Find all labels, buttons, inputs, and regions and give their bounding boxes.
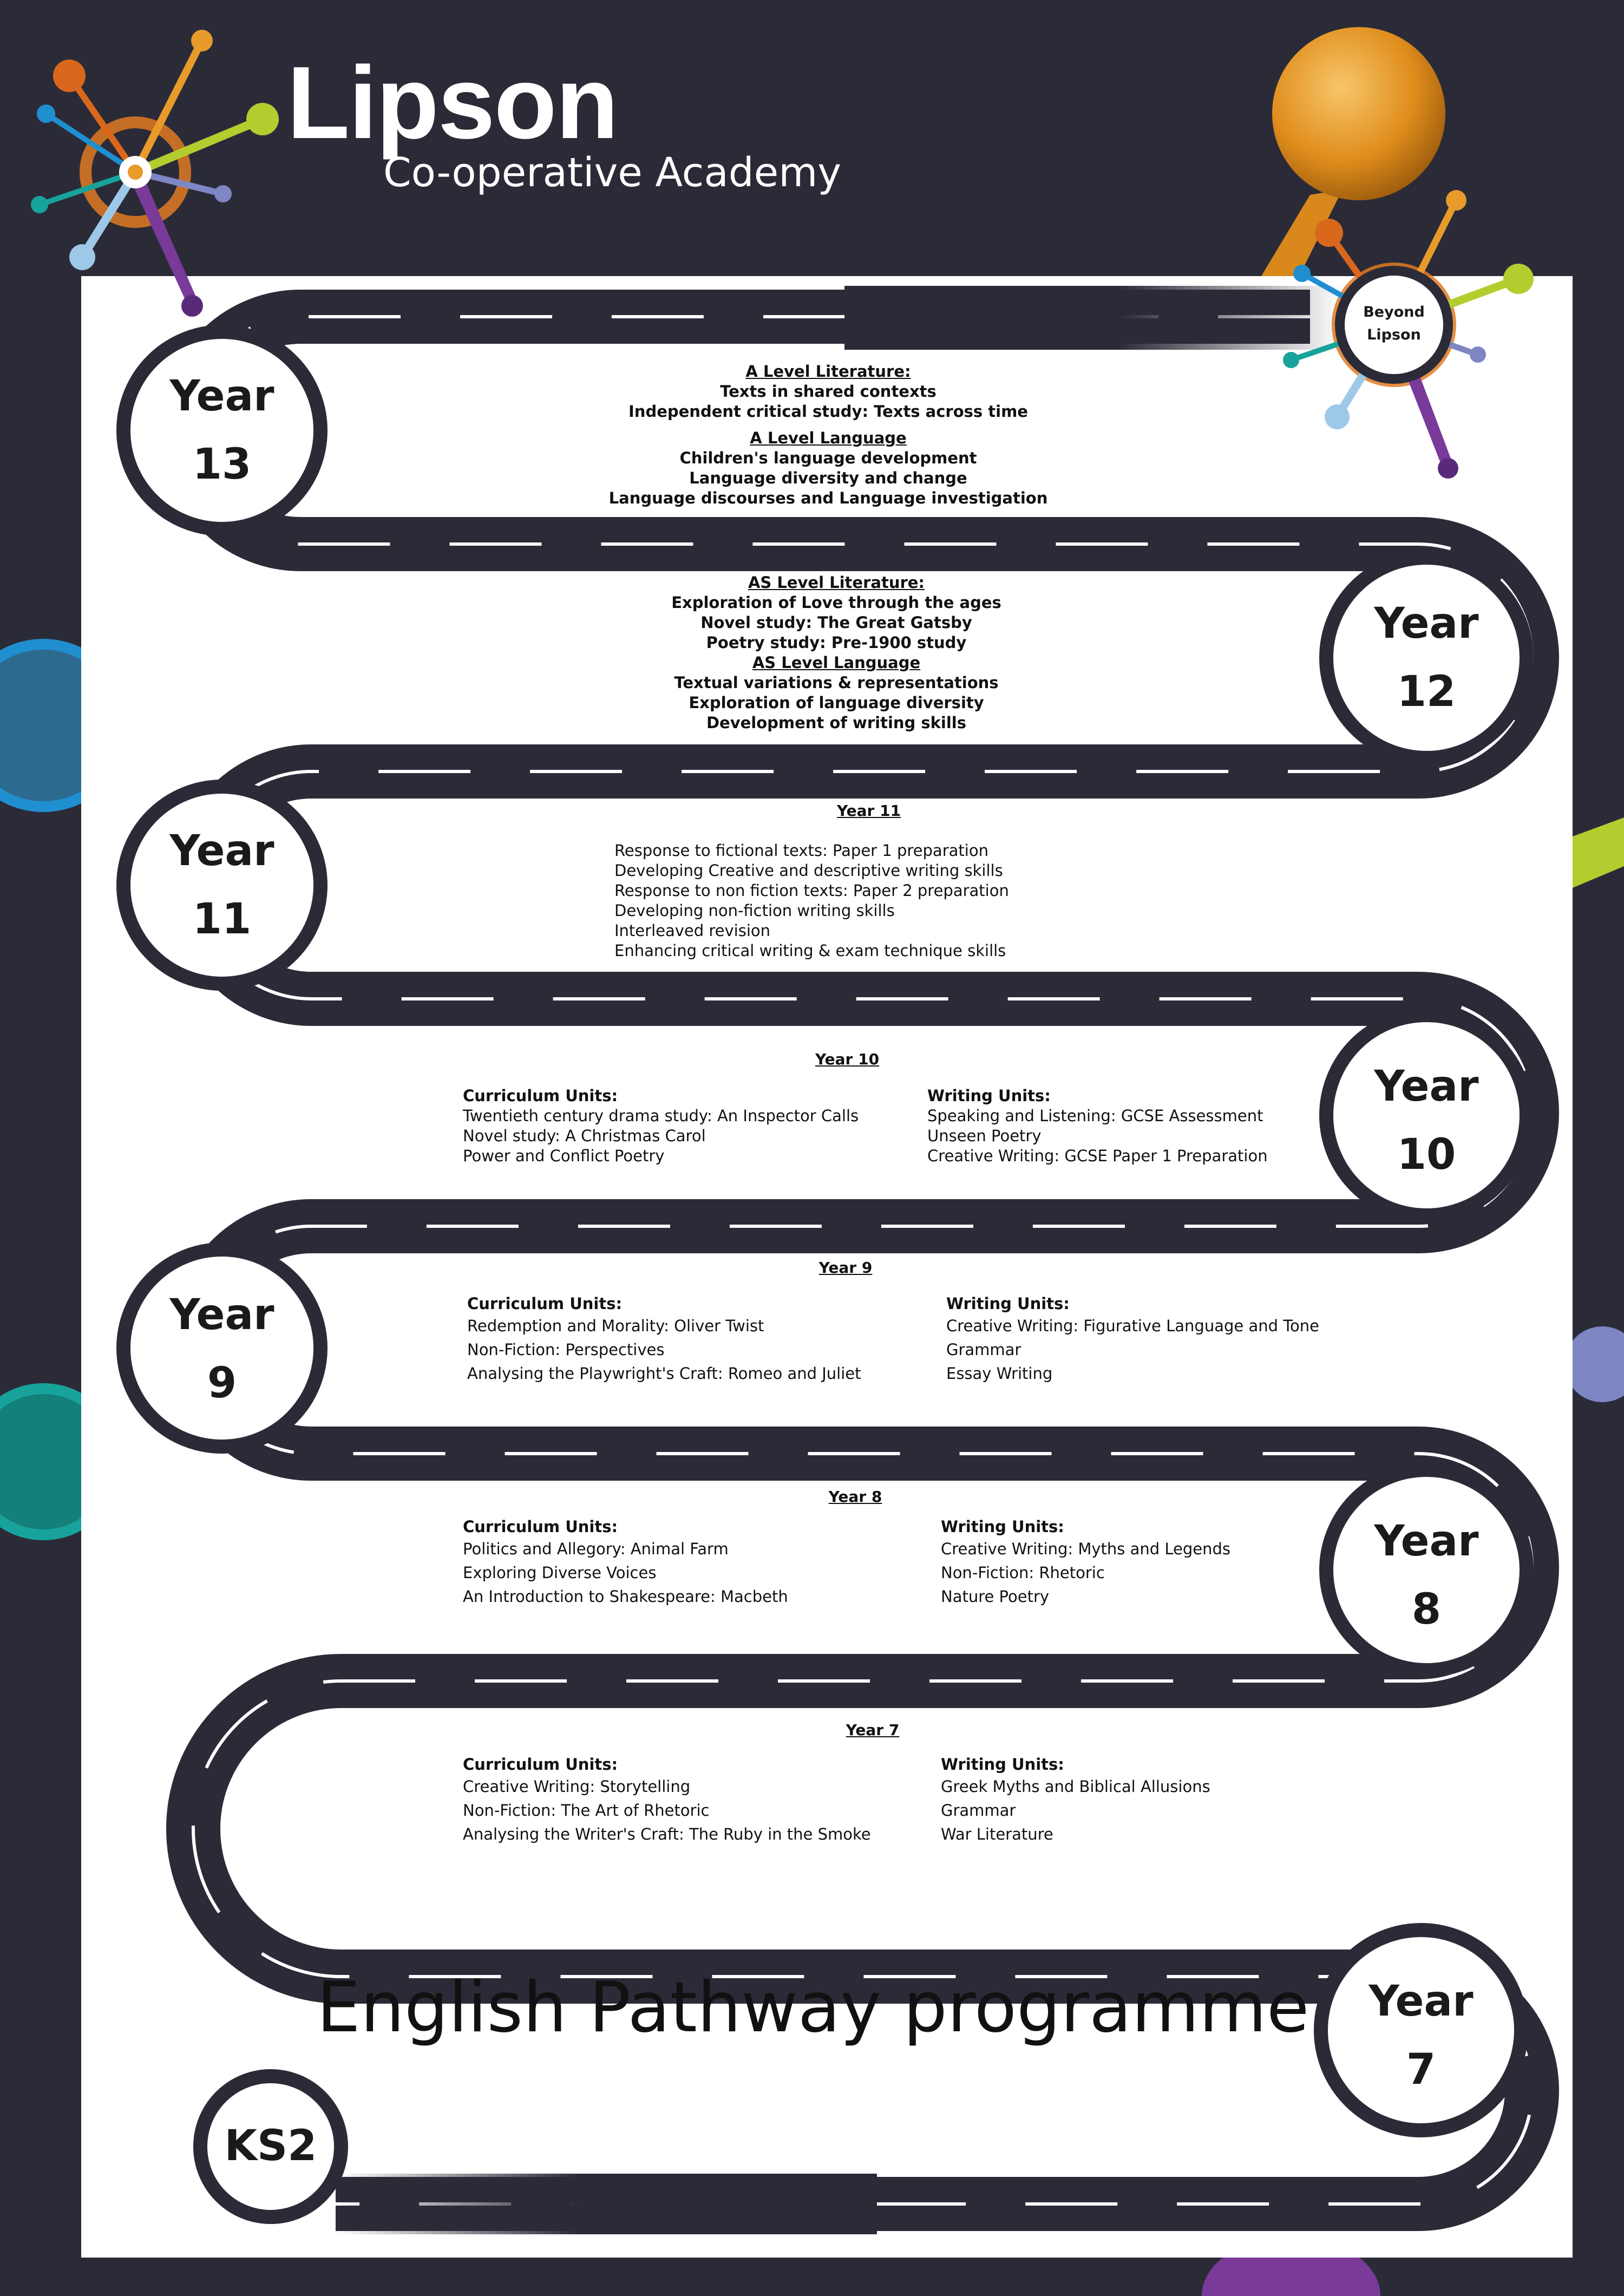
year11-heading: Year 11 xyxy=(836,802,901,820)
side-stick-green xyxy=(1573,817,1624,888)
milestone-ks2: KS2 xyxy=(224,2122,317,2170)
year13-content: A Level Literature: Texts in shared contexts Independent critical study: Texts across time A Level Language Children's language development Language diversity and change Language discourses and Language investigation xyxy=(558,362,1099,508)
milestone-year-10: Year 10 xyxy=(1374,1062,1479,1179)
year7-curriculum: Curriculum Units: Creative Writing: Storytelling Non-Fiction: The Art of Rhetoric Analysing the Writer's Craft: The Ruby in the Smoke xyxy=(463,1755,871,1843)
year12-content: AS Level Literature: Exploration of Love through the ages Novel study: The Great Gatsby Poetry study: Pre-1900 study AS Level Language Textual variations & representations Exploration of language diversity Development of writing skills xyxy=(566,573,1107,733)
year9-writing: Writing Units: Creative Writing: Figurative Language and Tone Grammar Essay Writing xyxy=(946,1294,1319,1383)
page-title: English Pathway programme xyxy=(317,1967,1309,2048)
year10-heading: Year 10 xyxy=(815,1050,880,1068)
beyond-lipson-label: Beyond Lipson xyxy=(1363,304,1425,343)
year11-items: Response to fictional texts: Paper 1 preparation Developing Creative and descriptive writing skills Response to non fiction texts: Paper 2 preparation Developing non-fiction writing skills Interleaved revision Enhancing critical writing & exam technique skills xyxy=(614,841,1009,960)
milestone-year-11: Year 11 xyxy=(169,827,274,944)
logo-star-mark xyxy=(31,30,279,317)
orange-ball-decoration xyxy=(1261,27,1445,276)
brand-name: Lipson xyxy=(287,45,618,160)
year7-heading: Year 7 xyxy=(846,1721,900,1739)
year10-curriculum: Curriculum Units: Twentieth century drama study: An Inspector Calls Novel study: A Christmas Carol Power and Conflict Poetry xyxy=(463,1087,859,1165)
year12-lang-heading: AS Level Language xyxy=(752,653,921,672)
year9-heading: Year 9 xyxy=(818,1259,873,1277)
year8-heading: Year 8 xyxy=(828,1488,882,1506)
year8-writing: Writing Units: Creative Writing: Myths and Legends Non-Fiction: Rhetoric Nature Poetry xyxy=(941,1517,1231,1606)
milestone-year-12: Year 12 xyxy=(1374,599,1479,716)
year9-curriculum: Curriculum Units: Redemption and Morality: Oliver Twist Non-Fiction: Perspectives Analysing the Playwright's Craft: Romeo and Juliet xyxy=(467,1294,861,1383)
side-ball-lavender xyxy=(1564,1326,1624,1402)
brand-subtitle: Co-operative Academy xyxy=(383,149,842,196)
milestone-year-8: Year 8 xyxy=(1374,1517,1479,1634)
year12-lit-heading: AS Level Literature: xyxy=(748,573,925,592)
year13-lit-heading: A Level Literature: xyxy=(745,362,911,381)
year13-lang-heading: A Level Language xyxy=(750,429,907,447)
milestone-year-13: Year 13 xyxy=(169,372,274,489)
year8-curriculum: Curriculum Units: Politics and Allegory: Animal Farm Exploring Diverse Voices An Introduction to Shakespeare: Macbeth xyxy=(463,1517,788,1606)
milestone-year-7: Year 7 xyxy=(1368,1977,1474,2094)
milestone-year-9: Year 9 xyxy=(169,1291,274,1408)
year10-writing: Writing Units: Speaking and Listening: GCSE Assessment Unseen Poetry Creative Writing: GCSE Paper 1 Preparation xyxy=(927,1087,1268,1165)
year7-writing: Writing Units: Greek Myths and Biblical Allusions Grammar War Literature xyxy=(941,1755,1210,1843)
